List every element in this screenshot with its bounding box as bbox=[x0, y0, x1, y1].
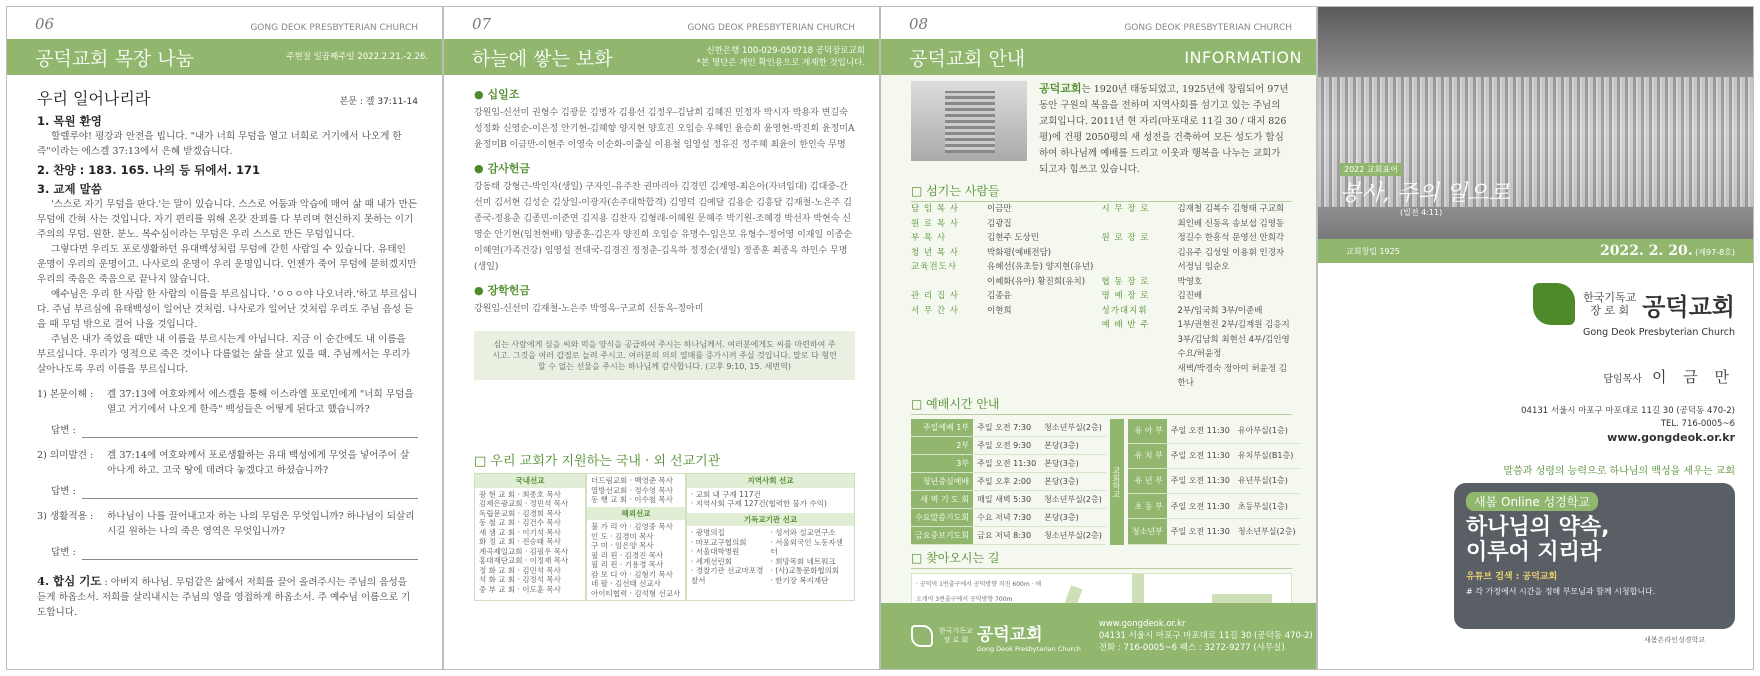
tithe-section bbox=[474, 87, 855, 153]
pastor-name: 이 금 만 bbox=[1651, 368, 1735, 386]
church-vision: 말씀과 성령의 능력으로 하나님의 백성을 세우는 교회 bbox=[1503, 466, 1735, 477]
staff-row bbox=[911, 275, 1102, 290]
footer-church-name: 공덕교회 bbox=[976, 624, 1043, 645]
church-phone: TEL. 716-0005~6 bbox=[1660, 419, 1735, 429]
service-time: 주일 오전 11:30 bbox=[1167, 468, 1234, 493]
staff-row bbox=[911, 260, 1102, 275]
prayer-text: : 아버지 하나님. 무덤같은 삶에서 저희를 끌어 올려주시는 주님의 음성을 듣게 하옵소서. 저희를 살리내시는 주님의 영을 영접하게 하옵소서. 주 예수님 이름으로 기도합니다. bbox=[37, 577, 411, 618]
staff-names: 김종윤 bbox=[987, 291, 1012, 301]
section-band bbox=[444, 39, 879, 75]
worship-table-school bbox=[1128, 419, 1300, 545]
service-name: 수요말씀기도회 bbox=[911, 508, 973, 526]
staff-heading: □ 섬기는 사람들 bbox=[911, 184, 1292, 202]
church-motto-overlay bbox=[1340, 157, 1510, 218]
community-mission bbox=[686, 473, 855, 601]
worship-row bbox=[1128, 443, 1300, 468]
service-time: 주일 오전 7:30 bbox=[973, 419, 1040, 437]
page-06 bbox=[6, 6, 443, 670]
church-header: GONG DEOK PRESBYTERIAN CHURCH bbox=[687, 23, 855, 33]
list-item: · 세계선린회 bbox=[691, 556, 732, 566]
footer-phone: 전화 : 716-0005~6 팩스 : 3272-9277 (사무실) bbox=[1098, 643, 1285, 653]
list-item: · 성서와 설교연구소 bbox=[770, 528, 836, 537]
staff-role bbox=[1102, 246, 1178, 261]
service-time: 주일 오전 11:30 bbox=[1167, 494, 1234, 519]
worship-row bbox=[911, 472, 1106, 490]
service-place: 본당(3층) bbox=[1040, 472, 1106, 490]
week-label: 주현절 일곱째주일 2022.2.21.-2.26. bbox=[286, 52, 428, 62]
motto-reference: (빌전 4:11) bbox=[1400, 208, 1443, 217]
service-time: 금요 저녁 8:30 bbox=[973, 526, 1040, 544]
scholarship-list: 강원임-신선미 김재철-노은주 박영옥-구교희 신동옥-정아미 bbox=[474, 304, 704, 314]
staff-row bbox=[911, 246, 1102, 261]
list-item: · 경찰기관 선교마포경찰서 bbox=[691, 566, 764, 585]
intro-church-name: 공덕교회 bbox=[1039, 82, 1082, 95]
body-paragraph: 그렇다면 우리도 포로생활하던 유대백성처럼 무덤에 갇힌 사람일 수 있습니다. 유태인 운명이 우리의 운명이고. 나사로의 운명이 우리 운명입니다. 언젠가 죽어 무덤에 묻히겠지만 우리의 죽음은 죽음으로 끝나지 않습니다. bbox=[37, 244, 417, 285]
answer-line[interactable] bbox=[37, 545, 418, 560]
question-label: 3) 생활적용 : bbox=[37, 511, 94, 522]
question-1 bbox=[37, 387, 418, 417]
year-motto-badge: 2022 교회표어 bbox=[1340, 163, 1402, 176]
church-website[interactable]: www.gongdeok.or.kr bbox=[1607, 431, 1735, 444]
staff-names: 이금만 bbox=[987, 204, 1012, 214]
staff-row bbox=[1102, 202, 1293, 217]
banner-youtube: 유튜브 검색 : 공덕교회 bbox=[1466, 572, 1558, 582]
service-name: 주일예배 1부 bbox=[911, 419, 973, 437]
list-item: · 희망목회 네트워크 bbox=[770, 556, 836, 566]
staff-role bbox=[1102, 333, 1178, 362]
staff-row bbox=[911, 289, 1102, 304]
worship-table-main bbox=[911, 419, 1106, 545]
worship-row bbox=[1128, 494, 1300, 519]
scholarship-section bbox=[474, 283, 855, 317]
list-item: 김제은광교회 · 정민석 목사 bbox=[479, 499, 569, 508]
domestic-mission bbox=[474, 473, 586, 601]
service-time: 매일 새벽 5:30 bbox=[973, 490, 1040, 508]
worship-row bbox=[1128, 468, 1300, 493]
staff-role: 예 배 반 주 bbox=[1101, 320, 1150, 330]
thanks-list: 강동태 강형근-박인자(생일) 구자인-유주찬 권마리아 김경민 김계영-최은아(자녀입대) 김대중-간선미 김서현 김성순 김상일-이광자(손주대학합격) 김영덕 김예달 김용순 김흥달 김재철-노은주 김종국-정용춘 김종민-이준연 김지용 김찬자 김형래-이혜원 문혜주 박기원-조혜경 박선자 박현숙 신영순 안기현(임천현배) 양종훈-김은자 양진희 오임승 유명수-임은모 유형수-정어영 이재일 이종순 이혜연(가족건강) 임영설 전대국-김경진 정정춘-김옥하 정정순(생일) 정종훈 최종옥 하인수 무명(생일) bbox=[474, 182, 853, 272]
tithe-heading: ● 십일조 bbox=[474, 88, 520, 101]
page-07 bbox=[443, 6, 880, 670]
list-item: 석 화 교 회 · 김정석 목사 bbox=[479, 575, 561, 584]
page-number: 06 bbox=[35, 15, 55, 33]
staff-names: 유혜선(유초등) 양지현(유년) bbox=[987, 262, 1094, 272]
question-label: 1) 본문이해 : bbox=[37, 389, 94, 400]
cover-page bbox=[1317, 6, 1754, 670]
church-building-image bbox=[911, 81, 1027, 161]
staff-names: 서정님 임순오 bbox=[1177, 262, 1230, 272]
overseas-mission bbox=[586, 473, 686, 601]
list-item: · 지역사회 구제 127건(협력한 물가 수익) bbox=[691, 499, 827, 508]
staff-role bbox=[1102, 362, 1178, 391]
worship-times bbox=[911, 419, 1296, 545]
list-item: 필 리 핀 · 김경진 목사 bbox=[591, 550, 664, 560]
answer-label: 답변 : bbox=[51, 486, 76, 497]
service-name: 새 벽 기 도 회 bbox=[911, 490, 973, 508]
service-name: 금요중보기도회 bbox=[911, 526, 973, 544]
staff-role bbox=[1102, 217, 1178, 232]
staff-row bbox=[1102, 260, 1293, 275]
staff-row bbox=[911, 231, 1102, 246]
service-time: 주일 오전 11:30 bbox=[973, 454, 1040, 472]
worship-heading: □ 예배시간 안내 bbox=[911, 397, 1292, 415]
staff-role: 원 로 목 사 bbox=[911, 218, 959, 229]
staff-names: 김유주 김성일 이용휘 인경자 bbox=[1177, 247, 1285, 258]
list-item: 중 부 교 회 · 이도훈 목사 bbox=[479, 584, 561, 594]
service-name: 2부 bbox=[911, 436, 973, 454]
question-3 bbox=[37, 509, 418, 539]
list-item: · 서울외국인 노동자센터 bbox=[770, 537, 843, 556]
congregation-photo bbox=[1318, 7, 1753, 239]
list-item: 캄 보 디 아 · 김형기 목사 bbox=[591, 569, 673, 579]
service-place: 청소년부실(2층) bbox=[1234, 519, 1300, 544]
footer-address: 04131 서울시 마포구 마포대로 11길 30 (공덕동 470-2) bbox=[1098, 631, 1313, 641]
answer-line[interactable] bbox=[37, 484, 418, 499]
agency-list bbox=[691, 528, 771, 585]
list-item: · 광명의집 bbox=[691, 528, 725, 537]
service-name: 유 년 부 bbox=[1128, 468, 1167, 493]
worship-row bbox=[911, 490, 1106, 508]
list-item: 동 행 교 회 · 이수철 목사 bbox=[591, 495, 673, 504]
list-item: 필 리 핀 · 기용경 목사 bbox=[591, 560, 664, 569]
bible-school-banner[interactable] bbox=[1454, 483, 1735, 629]
list-item: 계곡제일교회 · 김필우 목사 bbox=[479, 546, 569, 556]
section-band bbox=[7, 39, 442, 75]
section-band bbox=[881, 39, 1316, 75]
staff-col-left bbox=[911, 202, 1102, 391]
prayer bbox=[37, 574, 418, 620]
school-label: 교회학교 bbox=[1110, 419, 1124, 545]
staff-role: 시 무 장 로 bbox=[1101, 204, 1150, 214]
community-heading: 지역사회 선교 bbox=[687, 474, 854, 488]
body-paragraph: 예수님은 우리 한 사람 한 사람의 이름을 부르십니다. 'ㅇㅇㅇ야 나오너라.'하고 부르십니다. 주님 부르심에 유태백성이 일어난 것처럼. 나사로가 일어난 것처럼 우리도 주님 음성 듣을 때 무덤 밖으로 걸어 나올 것입니다. bbox=[37, 289, 418, 330]
founded-label: 교회창립 1925 bbox=[1346, 246, 1400, 256]
scripture-quote: 심는 사람에게 심을 씨와 먹을 양식을 공급하여 주시는 하나님께서. 여러분에게도 씨를 마련하여 주시고. 그것을 여러 갑절로 늘려 주시고. 여러분의 의의 열매를 증가시켜 주실 것입니다. 말로 다 형언할 수 없는 선물을 주시는 하나님께 감사합니다. (고후 9:10, 15. 새번역) bbox=[474, 331, 855, 380]
map-note: · 공덕역 1번출구에서 공덕방향 직진 600m · 애오개역 3번출구에서 공덕방향 700m bbox=[916, 580, 1042, 603]
heading-welcome: 1. 목원 환영 bbox=[37, 114, 102, 128]
worship-row bbox=[911, 436, 1106, 454]
service-time: 주일 오전 11:30 bbox=[1167, 519, 1234, 544]
worship-row bbox=[1128, 419, 1300, 444]
church-address: 04131 서울시 마포구 마포대로 11길 30 (공덕동 470-2) bbox=[1521, 406, 1735, 416]
staff-names: 김재철 김복수 김형태 구교희 bbox=[1177, 204, 1285, 214]
list-item: 더드림교회 · 백영준 목사 bbox=[591, 476, 673, 485]
staff-names: 2부/임국희 3부/이준배 bbox=[1177, 305, 1263, 316]
list-item: 화 정 교 회 · 진승태 목사 bbox=[479, 537, 561, 546]
list-item: · 교회 내 구제 117건 bbox=[691, 489, 761, 499]
agency-list-2 bbox=[771, 528, 851, 585]
list-item: 불 가 리 아 · 김영중 목사 bbox=[591, 522, 673, 531]
service-place: 초등부실(1층) bbox=[1234, 494, 1300, 519]
service-name: 청년중심예배 bbox=[911, 472, 973, 490]
pastor-line bbox=[1318, 366, 1753, 387]
staff-role bbox=[911, 275, 987, 290]
staff-row bbox=[1102, 362, 1293, 391]
bank-note: *본 명단은 개인 확인용으로 게재한 것입니다. bbox=[696, 58, 865, 68]
service-time: 주일 오전 9:30 bbox=[973, 436, 1040, 454]
section-title: 하늘에 쌓는 보화 bbox=[472, 47, 613, 70]
map-road bbox=[1212, 594, 1272, 604]
service-time: 주일 오전 11:30 bbox=[1167, 443, 1234, 468]
mission-heading: □ 우리 교회가 지원하는 국내 · 외 선교기관 bbox=[474, 454, 721, 469]
service-place: 청소년부실(2층) bbox=[1040, 490, 1106, 508]
intro-text: 공덕교회는 1920년 태동되었고, 1925년에 창립되어 97년 동안 구원의 복음을 전하며 지역사회를 섬기고 있는 주님의 교회입니다. 2011년 현 자리(마포대로 11길 30 / 대지 826평)에 건평 2050평의 새 성전을 건축하여 모든 성도가 합심하여 하나님께 예배를 드리고 이웃과 행복을 나누는 교회가 되고자 힘쓰고 있습니다. bbox=[1039, 82, 1289, 175]
staff-role: 서 무 간 사 bbox=[911, 305, 959, 316]
staff-names: 새벽/박경숙 정아미 허윤정 김한나 bbox=[1177, 363, 1288, 388]
church-logo-icon bbox=[911, 625, 933, 647]
page-footer bbox=[881, 603, 1316, 669]
page-number: 08 bbox=[909, 15, 929, 33]
answer-line[interactable] bbox=[37, 423, 418, 438]
banner-caption: 새봄온라인성경학교 bbox=[1644, 636, 1705, 644]
worship-row bbox=[1128, 519, 1300, 544]
list-item: 인 도 · 김경미 목사 bbox=[591, 531, 654, 541]
staff-row bbox=[1102, 289, 1293, 304]
year-motto: 봉사, 주의 일으로 bbox=[1340, 181, 1510, 206]
pastor-label: 담임목사 bbox=[1603, 374, 1642, 385]
answer-label: 답변 : bbox=[51, 547, 76, 558]
staff-row bbox=[1102, 333, 1293, 362]
thanks-section bbox=[474, 161, 855, 275]
service-name: 유 치 부 bbox=[1128, 443, 1167, 468]
overseas-heading: 해외선교 bbox=[587, 507, 685, 521]
bulletin-date: 2022. 2. 20. bbox=[1600, 243, 1693, 259]
church-en-row bbox=[1318, 327, 1753, 338]
tithe-list: 강원임-신선미 권형수 김광문 김병자 김용선 김정우-김남희 김혜진 민정자 박시자 박용자 변길숙 성정화 신영순-이은정 안기현-김혜향 양지현 양호진 오임승 우혜인 윤승희 윤영현-박진희 윤정미A 윤정미B 이금만-이현주 이영숙 이순화-이출실 이용철 임영설 정유진 정주혜 최윤이 한인숙 무명 bbox=[474, 108, 855, 150]
list-item: 동 철 교 회 · 김건수 목사 bbox=[479, 518, 561, 527]
mission-table bbox=[474, 473, 855, 601]
banner-title: 하나님의 약속, 이루어 지리라 bbox=[1466, 515, 1610, 565]
staff-names: 김진배 bbox=[1177, 291, 1203, 301]
staff-role: 원 로 장 로 bbox=[1101, 233, 1150, 243]
overseas-list bbox=[591, 522, 681, 598]
heading-prayer: 4. 합심 기도 bbox=[37, 574, 102, 588]
question-label: 2) 의미발견 : bbox=[37, 450, 94, 461]
service-place: 청소년부실(2층) bbox=[1040, 526, 1106, 544]
issue-number: (제97-8호) bbox=[1695, 248, 1735, 257]
question-text: 겔 37:13에 여호와께서 에스겔을 통해 이스라엘 포로민에게 "너희 무덤을 열고 거기에서 나오게 한즉" 백성들은 어떻게 된다고 했습니까? bbox=[107, 389, 414, 415]
community-list bbox=[691, 490, 850, 509]
church-name: 공덕교회 bbox=[1642, 292, 1735, 321]
church-header: GONG DEOK PRESBYTERIAN CHURCH bbox=[250, 23, 418, 33]
list-item: · 서울대학병원 bbox=[691, 547, 740, 556]
body-paragraph: 주님은 내가 죽었을 때만 내 이름을 부르시는게 아닙니다. 지금 이 순간에도 내 이름을 부르십니다. 우리가 영적으로 죽은 것이나 다름없는 삶을 살고 있을 때. 주님께서는 우리가 살아나도록 우리 이름을 부르십니다. bbox=[37, 334, 411, 375]
denomination: 한국기독교 장 로 회 bbox=[1583, 291, 1637, 317]
staff-role: 부 목 사 bbox=[911, 233, 947, 243]
staff-row bbox=[1102, 275, 1293, 290]
staff-names: 이혜화(유아) 황진희(유치) bbox=[987, 276, 1086, 287]
section-title: 공덕교회 안내 bbox=[909, 47, 1026, 70]
church-logo bbox=[1318, 283, 1753, 325]
staff-row bbox=[1102, 217, 1293, 232]
banner-tag: 새봄 Online 성경학교 bbox=[1466, 492, 1598, 511]
footer-church-en: Gong Deok Presbyterian Church bbox=[976, 644, 1081, 653]
staff-names: 박영호 bbox=[1177, 276, 1203, 287]
list-item: 새 샘 교 회 · 이기석 목사 bbox=[479, 527, 561, 537]
answer-label: 답변 : bbox=[51, 425, 76, 436]
staff-names: 김현주 도상민 bbox=[987, 233, 1039, 243]
service-place: 유년부실(1층) bbox=[1234, 468, 1300, 493]
staff-role: 명 예 장 로 bbox=[1101, 291, 1150, 301]
banner-note: # 각 가정에서 시간을 정해 부모님과 함께 시청합니다. bbox=[1466, 587, 1656, 596]
bank-account: 신한은행 100-029-050718 공덕장로교회 bbox=[706, 46, 865, 56]
domestic-list-2 bbox=[591, 476, 681, 505]
staff-role: 관 리 집 사 bbox=[911, 291, 959, 301]
service-place: 유치부실(B1층) bbox=[1234, 443, 1300, 468]
date-bar bbox=[1318, 239, 1753, 263]
info-label: INFORMATION bbox=[1184, 47, 1302, 67]
list-item: 네 팔 · 김선태 선교사 bbox=[591, 579, 661, 588]
list-item: 독립문교회 · 김경희 목사 bbox=[479, 508, 561, 518]
staff-row bbox=[1102, 246, 1293, 261]
list-item: · 마포교구협의회 bbox=[691, 537, 747, 547]
worship-row bbox=[911, 508, 1106, 526]
staff-names: 김광집 bbox=[987, 218, 1012, 229]
staff-role: 청 년 목 사 bbox=[911, 247, 959, 258]
staff-row bbox=[1102, 318, 1293, 333]
staff-row bbox=[911, 202, 1102, 217]
service-name: 청소년부 bbox=[1128, 519, 1167, 544]
welcome-text: 할렐루야! 평강과 안전을 빕니다. "내가 너희 무덤을 열고 너희로 거기에서 나오게 한즉"이라는 에스겔 37:13에서 은혜 받겠습니다. bbox=[37, 131, 402, 157]
scholarship-heading: ● 장학헌금 bbox=[474, 284, 530, 297]
staff-names: 3부/김남희 최현선 4부/김인영 수요/허윤정 bbox=[1177, 334, 1290, 359]
church-header: GONG DEOK PRESBYTERIAN CHURCH bbox=[1124, 23, 1292, 33]
list-item: 홍대재단교회 · 이정재 목사 bbox=[479, 556, 569, 565]
staff-row bbox=[1102, 304, 1293, 319]
staff-names: 정길수 한흥석 문영선 안희각 bbox=[1177, 233, 1285, 243]
staff-role: 성가대지휘 bbox=[1101, 305, 1148, 316]
service-place: 유아부실(1층) bbox=[1234, 419, 1300, 444]
church-logo-icon bbox=[1533, 283, 1575, 325]
service-name: 유 아 부 bbox=[1128, 419, 1167, 444]
worship-row bbox=[911, 454, 1106, 472]
list-item: · (사)교통문화협의회 bbox=[770, 566, 840, 575]
message-title: 우리 일어나리라 bbox=[37, 89, 151, 108]
staff-names: 이현희 bbox=[987, 305, 1012, 316]
service-time: 수요 저녁 7:30 bbox=[973, 508, 1040, 526]
question-text: 하나님이 나를 끌어내고자 하는 나의 무덤은 무엇입니까? 하나님이 되살리시길 원하는 나의 죽은 영역은 무엇입니까? bbox=[107, 511, 415, 537]
contact-block bbox=[1318, 405, 1753, 444]
staff-names: 박화평(예배전담) bbox=[987, 247, 1052, 258]
service-name: 초 등 부 bbox=[1128, 494, 1167, 519]
staff-row bbox=[911, 217, 1102, 232]
staff-names: 1부/권현진 2부/김계원 김응지 bbox=[1177, 320, 1290, 330]
service-place: 본당(3층) bbox=[1040, 436, 1106, 454]
map-heading: □ 찾아오시는 길 bbox=[911, 551, 1292, 569]
service-place: 본당(3층) bbox=[1040, 508, 1106, 526]
page-number: 07 bbox=[472, 15, 492, 33]
domestic-heading: 국내선교 bbox=[475, 474, 585, 488]
list-item: 구 미 · 임은양 목사 bbox=[591, 541, 654, 550]
church-intro bbox=[911, 81, 1292, 178]
staff-names: 최인배 신동옥 송보섭 김영동 bbox=[1177, 218, 1285, 229]
staff-role: 협 동 장 로 bbox=[1101, 276, 1150, 287]
worship-row bbox=[911, 526, 1106, 544]
church-name-en: Gong Deok Presbyterian Church bbox=[1582, 327, 1735, 338]
footer-contact bbox=[1099, 618, 1313, 654]
bank-info bbox=[697, 45, 865, 69]
service-name: 3부 bbox=[911, 454, 973, 472]
body-paragraph: '스스로 자기 무덤을 판다.'는 말이 있습니다. 스스로 어둠과 악습에 매여 삶 때 내가 만든 무덤에 간혀 사는 것입니다. 자기 편리를 위해 온갖 잔꾀를 다 부리며 현신하지 못하는 이기주의의 무덤. 원한. 분노. 복수심이라는 무덤은 우리 스스로 만든 무덤입니다. bbox=[37, 199, 418, 240]
footer-web: www.gongdeok.or.kr bbox=[1098, 619, 1186, 629]
list-item: 광 현 교 회 · 최종호 목사 bbox=[479, 489, 561, 499]
heading-word: 3. 교제 말씀 bbox=[37, 182, 102, 196]
service-place: 본당(3층) bbox=[1040, 454, 1106, 472]
question-text: 겔 37:14에 여호와께서 포로생활하는 유대 백성에게 무엇을 넣어주어 살아나게 하고. 고국 땅에 데려다 놓겠다고 하셨습니까? bbox=[107, 450, 410, 476]
list-item: 정 화 교 회 · 김민석 목사 bbox=[479, 565, 561, 575]
staff-role: 교육전도사 bbox=[911, 262, 958, 272]
list-item: · 한기장 복지재단 bbox=[770, 575, 829, 585]
page-08 bbox=[880, 6, 1317, 670]
service-time: 주일 오전 11:30 bbox=[1167, 419, 1234, 444]
scripture-passage: 본문 : 겔 37:11-14 bbox=[339, 97, 418, 107]
list-item: 열방선교회 · 정수영 목사 bbox=[591, 485, 673, 495]
staff-list bbox=[911, 202, 1292, 391]
footer-logo: 한국기독교 장 로 회 공덕교회 Gong Deok Presbyterian Church bbox=[911, 620, 1081, 653]
service-place: 청소년부실(2층) bbox=[1040, 419, 1106, 437]
staff-row bbox=[1102, 231, 1293, 246]
staff-col-right bbox=[1102, 202, 1293, 391]
heading-praise: 2. 찬양 : 183. 165. 나의 등 뒤에서. 171 bbox=[37, 163, 260, 177]
section-title: 공덕교회 목장 나눔 bbox=[35, 47, 194, 70]
service-time: 주일 오후 2:00 bbox=[973, 472, 1040, 490]
list-item: 아이티협력 · 김석형 선교사 bbox=[591, 588, 681, 598]
domestic-list bbox=[479, 490, 581, 595]
staff-role bbox=[1102, 260, 1178, 275]
agency-heading: 기독교기관 선교 bbox=[687, 513, 854, 527]
question-2 bbox=[37, 448, 418, 478]
staff-row bbox=[911, 304, 1102, 319]
thanks-heading: ● 감사헌금 bbox=[474, 162, 530, 175]
worship-row bbox=[911, 419, 1106, 437]
staff-role: 담 임 목 사 bbox=[911, 204, 959, 214]
